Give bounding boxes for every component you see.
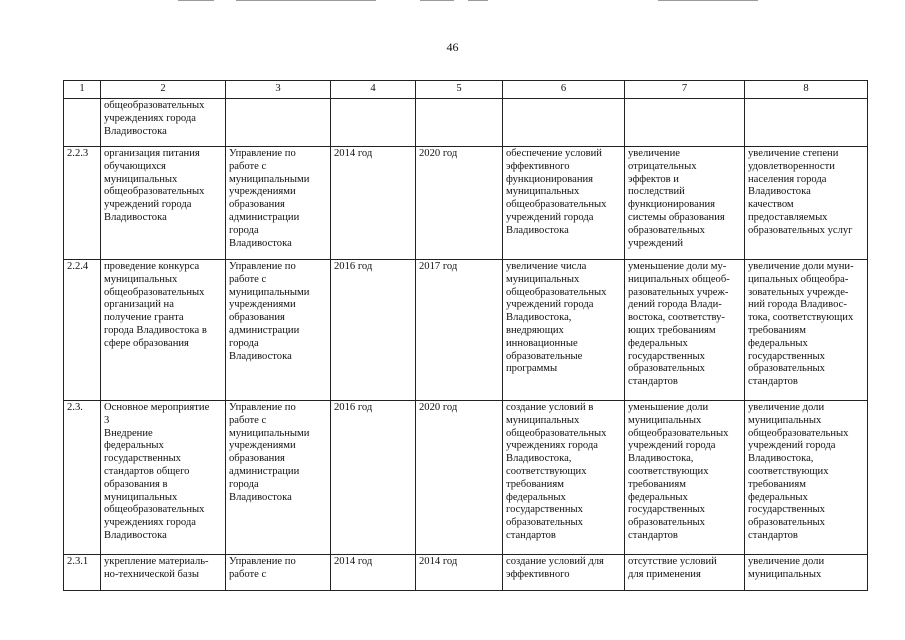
cell-line: муниципальных — [104, 273, 178, 285]
cell-line: стандартов — [628, 529, 678, 541]
table-row — [64, 260, 868, 401]
cell-line: Управление по — [229, 402, 296, 413]
top-rule-3 — [420, 0, 454, 1]
cell-line: учреждений города — [506, 299, 594, 311]
cell-line: дений города Влади- — [628, 299, 722, 311]
cell-line: 2020 год — [419, 402, 458, 413]
cell-line: 2.3.1 — [67, 556, 89, 567]
cell-line: внедряющих — [506, 324, 564, 336]
cell-line: функционирования — [506, 173, 594, 185]
top-rule-2 — [236, 0, 376, 1]
table-cell — [503, 401, 625, 555]
cell-line: работе с — [229, 568, 267, 580]
cell-line: города — [229, 337, 259, 349]
table-cell — [226, 99, 331, 147]
cell-line: программы — [506, 363, 558, 375]
cell-line: стандартов — [628, 376, 678, 388]
cell-line: учреждениями — [229, 440, 296, 452]
table-cell — [625, 555, 745, 591]
cell-line: муниципальных — [748, 414, 822, 426]
cell-line: общеобразовательных — [506, 199, 607, 211]
table-cell — [416, 147, 503, 260]
cell-line: образовательных — [628, 224, 705, 236]
cell-line: увеличение доли муни- — [748, 261, 854, 272]
cell-line: федеральных — [628, 491, 688, 503]
cell-line: муниципальных — [628, 414, 702, 426]
cell-line: учреждений города — [506, 211, 594, 223]
cell-line: последствий — [628, 186, 685, 198]
cell-line: отрицательных — [628, 160, 697, 172]
cell-line: работе с — [229, 414, 267, 426]
cell-line: требованиям — [748, 324, 806, 336]
cell-line: ющих требованиям — [628, 324, 716, 336]
cell-line: удовлетворенности — [748, 160, 835, 172]
table-cell — [331, 401, 416, 555]
cell-line: Владивостока — [229, 350, 292, 362]
cell-line: образовательных — [506, 517, 583, 529]
cell-line: общеобразовательных — [104, 286, 205, 298]
cell-line: общеобразовательных — [104, 504, 205, 516]
table-cell — [503, 99, 625, 147]
cell-line: учреждениях города — [104, 517, 196, 529]
cell-line: Основное мероприятие — [104, 402, 210, 413]
table-cell — [503, 260, 625, 401]
cell-line: 2.2.4 — [67, 261, 89, 272]
cell-line: Владивостока — [229, 491, 292, 503]
cell-line: населения города — [748, 173, 827, 185]
cell-line: отсутствие условий — [628, 556, 717, 567]
cell-line: эффектов и — [628, 173, 679, 185]
cell-line: образовательных услуг — [748, 224, 853, 236]
cell-line: увеличение — [628, 148, 680, 159]
header-row — [64, 81, 868, 99]
table-row — [64, 147, 868, 260]
cell-line: требованиям — [628, 478, 686, 490]
cell-line: общеобразовательных — [628, 427, 729, 439]
table-cell — [226, 147, 331, 260]
cell-line: образования — [229, 453, 285, 465]
table-cell — [331, 260, 416, 401]
cell-line: соответствующих — [506, 465, 587, 477]
table-cell — [416, 260, 503, 401]
cell-line: уменьшение доли — [628, 402, 709, 413]
cell-line: функционирования — [628, 199, 716, 211]
cell-line: муниципальных — [506, 273, 580, 285]
header-cell: 5 — [416, 81, 503, 99]
table-row — [64, 99, 868, 147]
cell-line: города — [229, 478, 259, 490]
table-cell — [745, 147, 868, 260]
page-number: 46 — [446, 40, 459, 54]
cell-line: требованиям — [748, 478, 806, 490]
cell-line: обучающихся — [104, 160, 166, 172]
top-rule-1 — [178, 0, 214, 1]
table-cell — [226, 555, 331, 591]
table-row — [64, 555, 868, 591]
cell-line: стандартов — [748, 376, 798, 388]
table-cell — [226, 260, 331, 401]
cell-line: стандартов — [748, 529, 798, 541]
table-cell — [745, 260, 868, 401]
cell-line: востока, соответству- — [628, 312, 725, 324]
cell-line: государственных — [104, 453, 181, 465]
cell-line: уменьшение доли му- — [628, 261, 727, 272]
cell-line: государственных — [748, 504, 825, 516]
top-rule-5 — [658, 0, 758, 1]
cell-line: для применения — [628, 568, 701, 580]
cell-line: 2020 год — [419, 148, 458, 159]
table-cell — [101, 260, 226, 401]
header-cell: 6 — [503, 81, 625, 99]
table-cell — [625, 260, 745, 401]
cell-line: 2016 год — [334, 261, 373, 272]
cell-line: работе с — [229, 273, 267, 285]
table-cell — [64, 260, 101, 401]
cell-line: ципальных общеобра- — [748, 273, 849, 285]
cell-line: получение гранта — [104, 312, 184, 324]
cell-line: ниципальных общеоб- — [628, 273, 730, 285]
table-cell — [625, 99, 745, 147]
top-rule-4 — [468, 0, 488, 1]
table-cell — [101, 555, 226, 591]
cell-line: работе с — [229, 160, 267, 172]
cell-line: муниципальными — [229, 286, 310, 298]
cell-line: Владивостока, — [506, 453, 572, 465]
measures-table — [63, 80, 868, 591]
cell-line: зовательных учрежде- — [748, 286, 849, 298]
cell-line: образовательных — [628, 363, 705, 375]
cell-line: федеральных — [748, 491, 808, 503]
cell-line: 2014 год — [334, 148, 373, 159]
cell-line: сфере образования — [104, 337, 189, 349]
cell-line: муниципальных — [104, 173, 178, 185]
table-cell — [101, 99, 226, 147]
cell-line: учреждениями — [229, 299, 296, 311]
table-cell — [416, 555, 503, 591]
header-cell: 8 — [745, 81, 868, 99]
cell-line: создание условий в — [506, 402, 594, 413]
header-cell: 1 — [64, 81, 101, 99]
cell-line: учреждений города — [628, 440, 716, 452]
table-cell — [226, 401, 331, 555]
cell-line: общеобразовательных — [104, 100, 205, 111]
cell-line: качеством — [748, 199, 794, 211]
cell-line: создание условий для — [506, 556, 604, 567]
table-cell — [503, 147, 625, 260]
cell-line: образования — [229, 199, 285, 211]
cell-line: Владивостока, — [506, 312, 572, 324]
cell-line: но-технической базы — [104, 568, 199, 580]
cell-line: учреждений — [628, 237, 684, 249]
cell-line: государственных — [628, 504, 705, 516]
cell-line: увеличение доли — [748, 402, 825, 413]
table-cell — [503, 555, 625, 591]
cell-line: системы образования — [628, 211, 725, 223]
cell-line: Внедрение — [104, 427, 153, 439]
cell-line: общеобразовательных — [104, 186, 205, 198]
table-cell — [625, 401, 745, 555]
cell-line: Владивостока — [229, 237, 292, 249]
cell-line: администрации — [229, 324, 300, 336]
cell-line: общеобразовательных — [506, 427, 607, 439]
cell-line: Управление по — [229, 556, 296, 567]
cell-line: 2014 год — [334, 556, 373, 567]
cell-line: организаций на — [104, 299, 174, 311]
header-cell: 4 — [331, 81, 416, 99]
cell-line: стандартов общего — [104, 465, 190, 477]
cell-line: образования в — [104, 478, 168, 490]
cell-line: укрепление материаль- — [104, 556, 209, 567]
cell-line: учреждениях города — [506, 440, 598, 452]
cell-line: образовательных — [628, 517, 705, 529]
cell-line: 2017 год — [419, 261, 458, 272]
cell-line: Управление по — [229, 261, 296, 272]
cell-line: общеобразовательных — [506, 286, 607, 298]
cell-line: государственных — [748, 350, 825, 362]
cell-line: администрации — [229, 465, 300, 477]
cell-line: общеобразовательных — [748, 427, 849, 439]
cell-line: города Владивостока в — [104, 324, 207, 336]
cell-line: 3 — [104, 414, 110, 426]
table-cell — [64, 147, 101, 260]
cell-line: муниципальных — [506, 186, 580, 198]
table-cell — [416, 99, 503, 147]
cell-line: Владивостока — [104, 211, 167, 223]
cell-line: государственных — [628, 350, 705, 362]
cell-line: соответствующих — [628, 465, 709, 477]
cell-line: организация питания — [104, 148, 200, 159]
cell-line: федеральных — [628, 337, 688, 349]
cell-line: проведение конкурса — [104, 261, 200, 272]
cell-line: Владивостока, — [628, 453, 694, 465]
table-cell — [64, 401, 101, 555]
cell-line: Владивостока — [506, 224, 569, 236]
cell-line: разовательных учреж- — [628, 286, 729, 298]
cell-line: стандартов — [506, 529, 556, 541]
cell-line: Владивостока — [104, 125, 167, 137]
cell-line: Владивостока — [748, 186, 811, 198]
cell-line: государственных — [506, 504, 583, 516]
cell-line: увеличение доли — [748, 556, 825, 567]
header-cell: 3 — [226, 81, 331, 99]
cell-line: учреждениях города — [104, 112, 196, 124]
table-cell — [745, 401, 868, 555]
cell-line: Владивостока, — [748, 453, 814, 465]
table-cell — [331, 99, 416, 147]
cell-line: образовательных — [748, 517, 825, 529]
cell-line: учреждений города — [748, 440, 836, 452]
table-row — [64, 401, 868, 555]
header-cell: 2 — [101, 81, 226, 99]
cell-line: 2014 год — [419, 556, 458, 567]
cell-line: Владивостока — [104, 529, 167, 541]
table-cell — [416, 401, 503, 555]
cell-line: инновационные — [506, 337, 578, 349]
cell-line: федеральных — [104, 440, 164, 452]
table-cell — [64, 555, 101, 591]
cell-line: эффективного — [506, 160, 570, 172]
table-cell — [331, 147, 416, 260]
cell-line: увеличение числа — [506, 261, 587, 272]
cell-line: учреждений города — [104, 199, 192, 211]
cell-line: увеличение степени — [748, 148, 839, 159]
table-cell — [625, 147, 745, 260]
table-cell — [331, 555, 416, 591]
cell-line: муниципальных — [104, 491, 178, 503]
table-cell — [101, 401, 226, 555]
cell-line: 2.3. — [67, 402, 83, 413]
table-cell — [64, 99, 101, 147]
cell-line: ний города Владивос- — [748, 299, 847, 311]
cell-line: федеральных — [506, 491, 566, 503]
cell-line: города — [229, 224, 259, 236]
table-cell — [745, 555, 868, 591]
table-cell — [101, 147, 226, 260]
cell-line: 2016 год — [334, 402, 373, 413]
cell-line: Управление по — [229, 148, 296, 159]
cell-line: учреждениями — [229, 186, 296, 198]
cell-line: обеспечение условий — [506, 148, 602, 159]
cell-line: предоставляемых — [748, 211, 828, 223]
cell-line: соответствующих — [748, 465, 829, 477]
cell-line: муниципальными — [229, 427, 310, 439]
cell-line: муниципальных — [506, 414, 580, 426]
cell-line: федеральных — [748, 337, 808, 349]
cell-line: образовательных — [748, 363, 825, 375]
cell-line: администрации — [229, 211, 300, 223]
cell-line: муниципальными — [229, 173, 310, 185]
cell-line: тока, соответствующих — [748, 312, 854, 324]
table-body — [64, 81, 868, 591]
cell-line: 2.2.3 — [67, 148, 89, 159]
cell-line: образовательные — [506, 350, 583, 362]
table-cell — [745, 99, 868, 147]
cell-line: требованиям — [506, 478, 564, 490]
header-cell: 7 — [625, 81, 745, 99]
cell-line: образования — [229, 312, 285, 324]
cell-line: муниципальных — [748, 568, 822, 580]
cell-line: эффективного — [506, 568, 570, 580]
